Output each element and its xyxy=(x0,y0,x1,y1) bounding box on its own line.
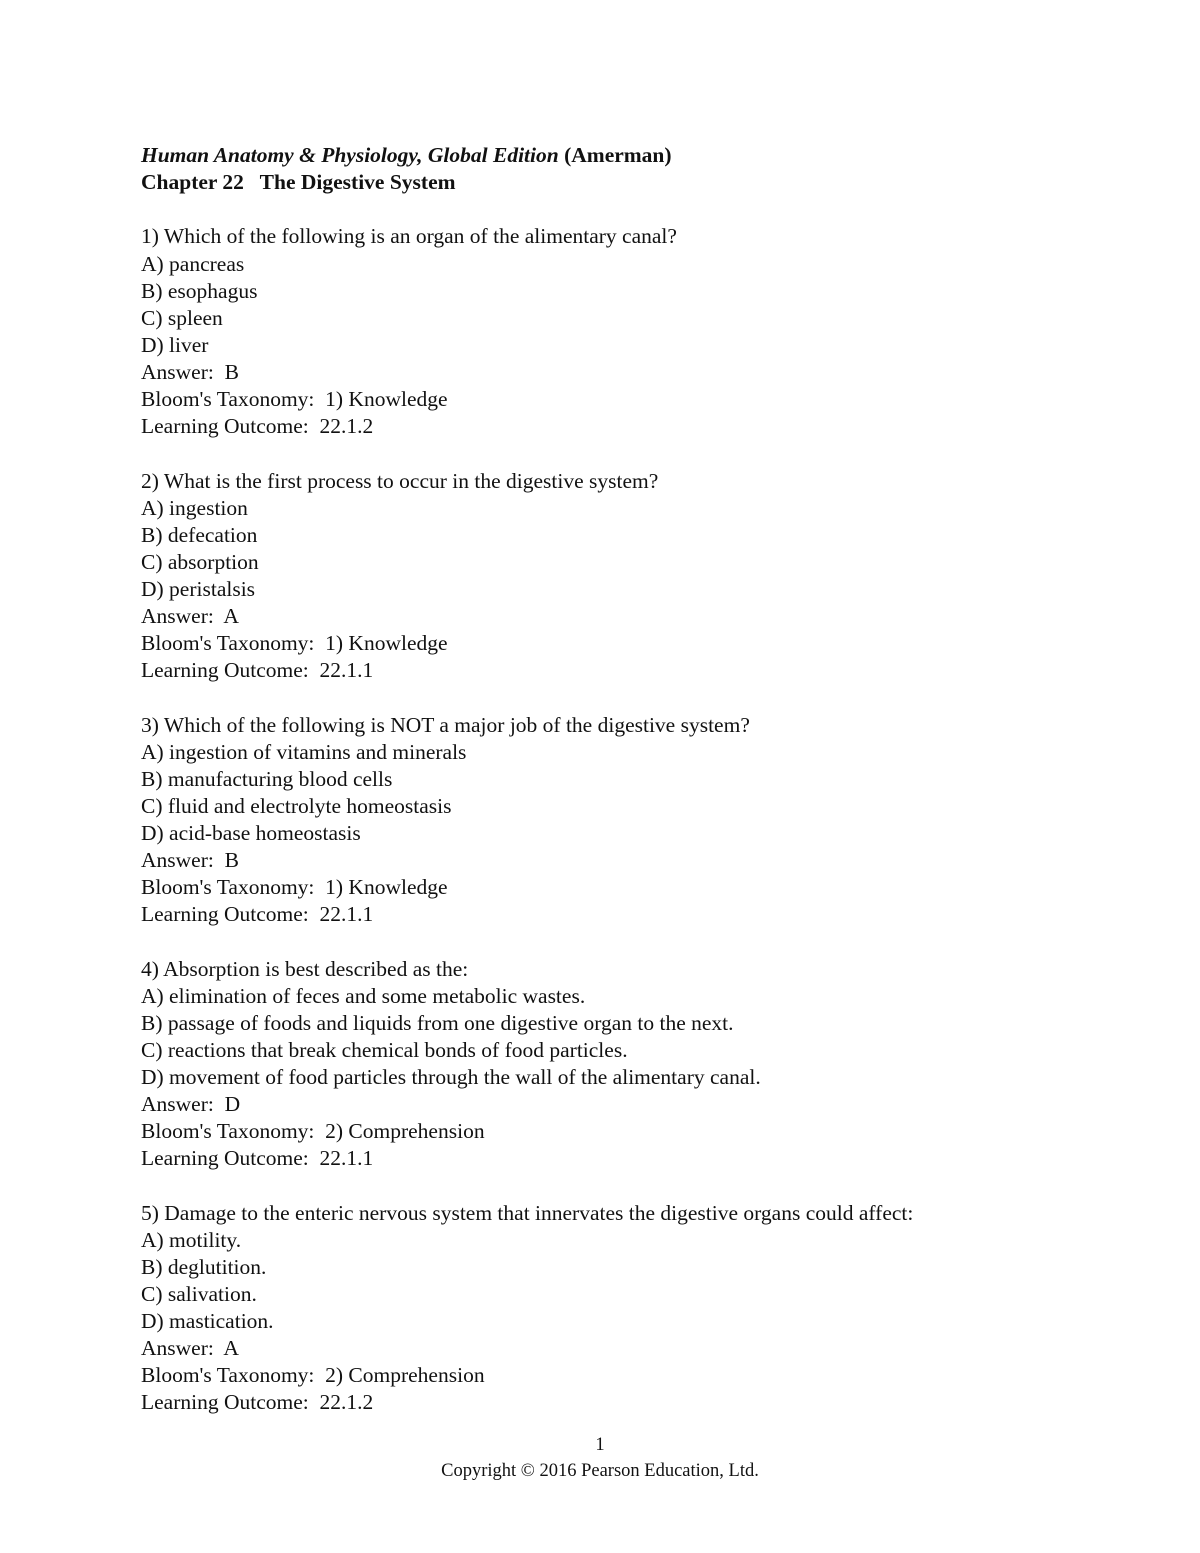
book-author: (Amerman) xyxy=(564,143,672,167)
document-title xyxy=(141,142,1121,169)
question-text: 3) Which of the following is NOT a major job of the digestive system? xyxy=(141,712,750,737)
answer-option: A) ingestion of vitamins and minerals xyxy=(141,739,467,764)
answer-key: Answer: D xyxy=(141,1092,241,1117)
question-text: 2) What is the first process to occur in the digestive system? xyxy=(141,468,659,493)
question-block xyxy=(141,223,1121,440)
answer-key: Answer: A xyxy=(141,604,239,628)
blooms-taxonomy: Bloom's Taxonomy: 1) Knowledge xyxy=(141,631,448,656)
answer-option: D) acid-base homeostasis xyxy=(141,820,361,845)
answer-key: Answer: B xyxy=(141,848,239,873)
answer-option: B) defecation xyxy=(141,522,258,547)
book-title: Human Anatomy & Physiology, Global Edition xyxy=(141,143,559,167)
answer-option: B) manufacturing blood cells xyxy=(141,766,393,791)
answer-option: A) ingestion xyxy=(141,495,248,520)
question-text: 4) Absorption is best described as the: xyxy=(141,956,469,981)
question-text: 5) Damage to the enteric nervous system that innervates the digestive organs could affect: xyxy=(141,1200,914,1225)
blooms-taxonomy: Bloom's Taxonomy: 2) Comprehension xyxy=(141,1363,485,1388)
answer-option: C) reactions that break chemical bonds of food particles. xyxy=(141,1037,628,1062)
answer-option: B) esophagus xyxy=(141,278,258,303)
page-content xyxy=(141,142,1121,1416)
question-text: 1) Which of the following is an organ of the alimentary canal? xyxy=(141,224,677,249)
learning-outcome: Learning Outcome: 22.1.2 xyxy=(141,414,374,439)
chapter-heading: Chapter 22 The Digestive System xyxy=(141,170,456,195)
blooms-taxonomy: Bloom's Taxonomy: 1) Knowledge xyxy=(141,387,448,412)
blooms-taxonomy: Bloom's Taxonomy: 2) Comprehension xyxy=(141,1119,485,1144)
learning-outcome: Learning Outcome: 22.1.1 xyxy=(141,1146,374,1171)
copyright-notice: Copyright © 2016 Pearson Education, Ltd. xyxy=(441,1461,759,1481)
answer-option: C) fluid and electrolyte homeostasis xyxy=(141,793,452,818)
answer-option: B) deglutition. xyxy=(141,1254,267,1279)
answer-option: A) elimination of feces and some metabolic wastes. xyxy=(141,983,586,1008)
answer-option: B) passage of foods and liquids from one digestive organ to the next. xyxy=(141,1010,734,1035)
answer-option: A) pancreas xyxy=(141,251,245,276)
answer-key: Answer: B xyxy=(141,359,239,384)
answer-option: C) absorption xyxy=(141,549,259,574)
page-number: 1 xyxy=(595,1435,605,1455)
answer-option: A) motility. xyxy=(141,1227,242,1252)
question-block xyxy=(141,468,1121,685)
learning-outcome: Learning Outcome: 22.1.1 xyxy=(141,902,374,927)
answer-option: C) spleen xyxy=(141,305,223,330)
answer-option: C) salivation. xyxy=(141,1281,257,1306)
blooms-taxonomy: Bloom's Taxonomy: 1) Knowledge xyxy=(141,875,448,900)
learning-outcome: Learning Outcome: 22.1.2 xyxy=(141,1390,374,1415)
question-block xyxy=(141,1200,1121,1417)
question-block xyxy=(141,956,1121,1173)
answer-option: D) liver xyxy=(141,332,209,357)
answer-option: D) mastication. xyxy=(141,1309,274,1334)
question-block xyxy=(141,712,1121,929)
answer-key: Answer: A xyxy=(141,1336,239,1361)
answer-option: D) movement of food particles through the wall of the alimentary canal. xyxy=(141,1065,761,1089)
learning-outcome: Learning Outcome: 22.1.1 xyxy=(141,658,374,683)
answer-option: D) peristalsis xyxy=(141,576,256,601)
